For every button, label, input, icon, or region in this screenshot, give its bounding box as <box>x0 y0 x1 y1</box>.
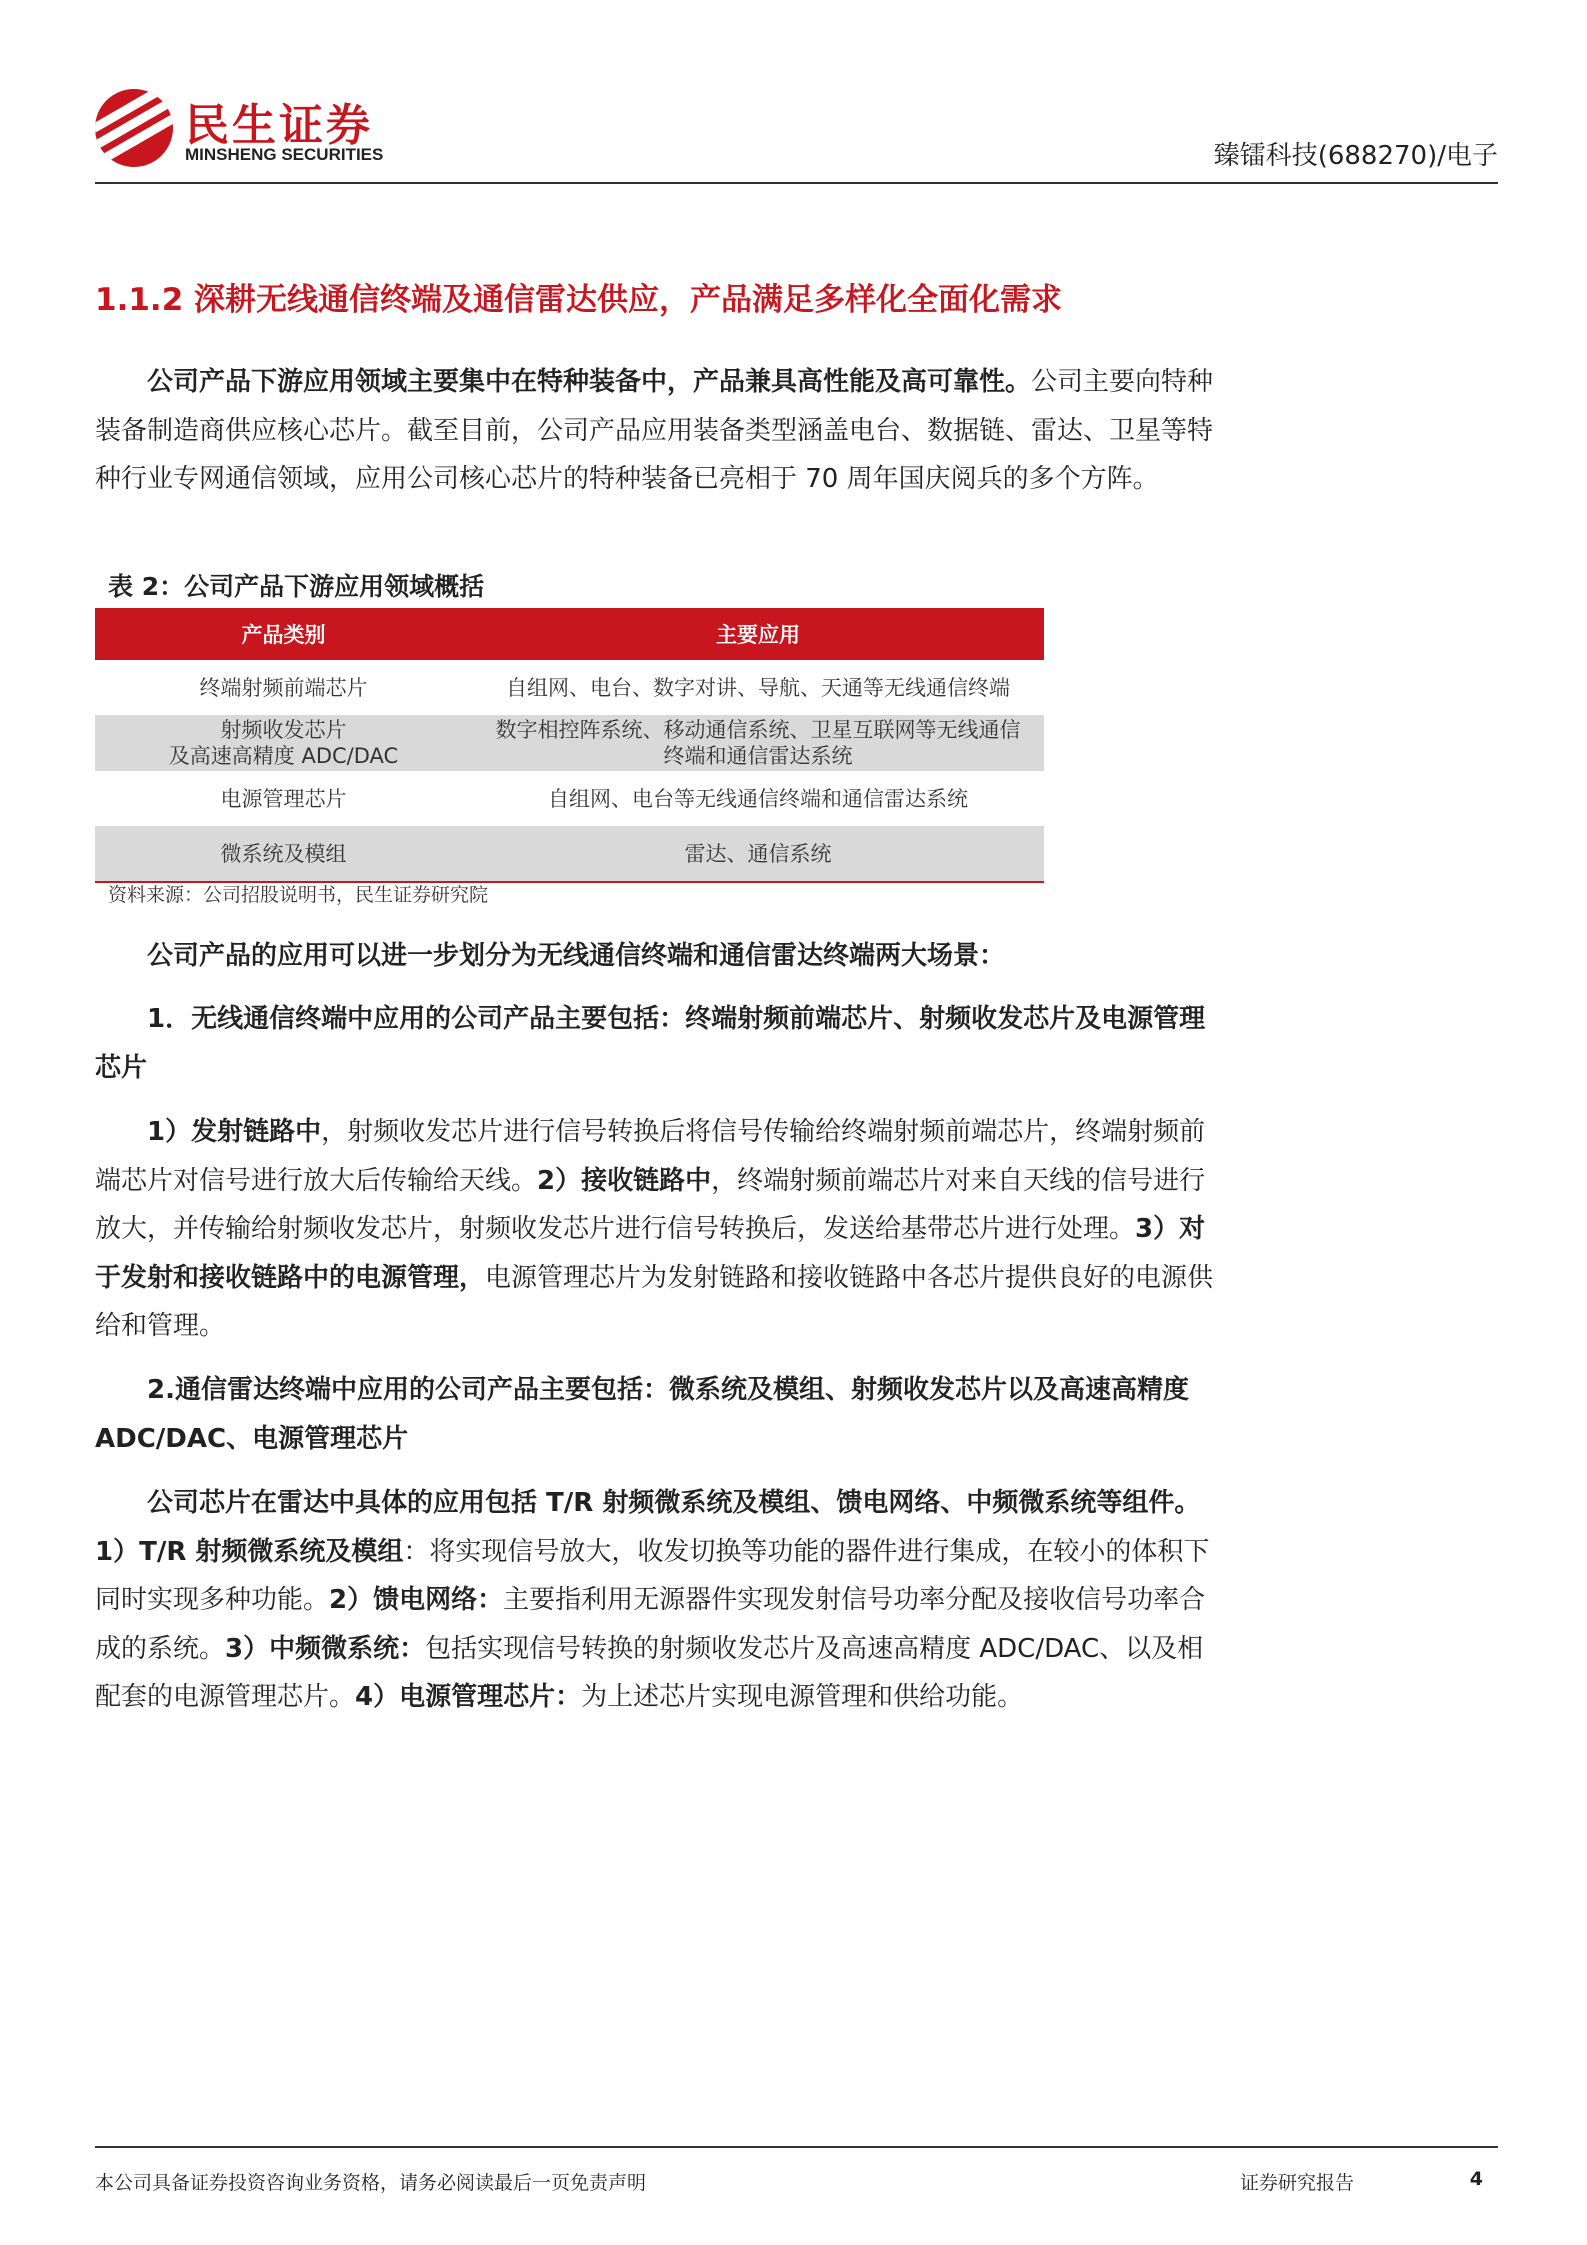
table-cell-application: 自组网、电台等无线通信终端和通信雷达系统 <box>548 786 968 811</box>
feed-network-text: 主要指利用无源器件实现发射信号功率分配及接收信号功率合成的系统。 <box>95 1585 1206 1664</box>
table-header-application: 主要应用 <box>716 623 800 647</box>
tx-chain-text: ，射频收发芯片进行信号转换后将信号传输给终端射频前端芯片，终端射频前端芯片对信号进行放大后传输给天线。 <box>95 1117 1206 1196</box>
wireless-heading-bold: 1．无线通信终端中应用的公司产品主要包括：终端射频前端芯片、射频收发芯片及电源管理芯片 <box>95 1004 1206 1083</box>
table-cell-application: 数字相控阵系统、移动通信系统、卫星互联网等无线通信 终端和通信雷达系统 <box>495 718 1021 768</box>
tr-module-bold: 1）T/R 射频微系统及模组 <box>95 1536 404 1567</box>
if-microsystem-text: 包括实现信号转换的射频收发芯片及高速高精度 ADC/DAC、以及相配套的电源管理芯片。 <box>95 1633 1204 1712</box>
radar-heading-bold: 2.通信雷达终端中应用的公司产品主要包括：微系统及模组、射频收发芯片以及高速高精度 ADC/DAC、电源管理芯片 <box>95 1375 1189 1454</box>
paragraph-intro <box>95 358 1215 504</box>
table-row <box>95 715 1044 771</box>
table-header-row <box>95 608 1044 660</box>
power-mgmt-text: 电源管理芯片为发射链路和接收链路中各芯片提供良好的电源供给和管理。 <box>95 1262 1214 1341</box>
logo-english-name: MINSHENG SECURITIES <box>185 145 384 164</box>
paragraph-radar-detail <box>95 1479 1215 1722</box>
pmic-text: 为上述芯片实现电源管理和供给功能。 <box>581 1682 1024 1712</box>
page-footer <box>95 2146 1498 2194</box>
footer-disclaimer: 本公司具备证券投资咨询业务资格，请务必阅读最后一页免责声明 <box>95 2172 647 2194</box>
paragraph-wireless-heading <box>95 995 1215 1092</box>
tr-module-text: ：将实现信号放大，收发切换等功能的器件进行集成，在较小的体积下同时实现多种功能。 <box>95 1536 1210 1615</box>
table-cell-application: 雷达、通信系统 <box>684 841 832 866</box>
footer-report-type: 证券研究报告 <box>1240 2172 1355 2194</box>
paragraph-wireless-detail <box>95 1108 1215 1351</box>
table-row <box>95 771 1044 826</box>
table-cell-category: 射频收发芯片 及高速高精度 ADC/DAC <box>168 718 399 768</box>
logo-chinese-name: 民生证券 <box>185 100 373 151</box>
page-header <box>95 85 1498 184</box>
tx-chain-bold: 1）发射链路中 <box>147 1117 322 1147</box>
pmic-bold: 4）电源管理芯片： <box>355 1682 582 1712</box>
minsheng-logo <box>95 89 395 179</box>
paragraph-scenarios <box>95 932 1215 981</box>
feed-network-bold: 2）馈电网络： <box>329 1585 504 1615</box>
rx-chain-text: ，终端射频前端芯片对来自天线的信号进行放大，并传输给射频收发芯片，射频收发芯片进行信号转换后，发送给基带芯片进行处理。 <box>95 1165 1206 1244</box>
table-caption: 表 2：公司产品下游应用领域概括 <box>108 572 485 601</box>
table-cell-category: 电源管理芯片 <box>220 786 347 811</box>
application-table <box>95 608 1044 883</box>
if-microsystem-bold: 3）中频微系统： <box>225 1633 426 1664</box>
radar-intro-bold: 公司芯片在雷达中具体的应用包括 T/R 射频微系统及模组、馈电网络、中频微系统等组件。 <box>147 1488 1201 1518</box>
table-cell-application: 自组网、电台、数字对讲、导航、天通等无线通信终端 <box>506 675 1010 700</box>
table-row <box>95 660 1044 715</box>
table-row <box>95 826 1044 881</box>
logo-emblem-icon <box>95 89 173 167</box>
section-title: 1.1.2 深耕无线通信终端及通信雷达供应，产品满足多样化全面化需求 <box>95 282 1063 318</box>
table-cell-category: 微系统及模组 <box>220 841 347 866</box>
page-number: 4 <box>1469 2168 1483 2190</box>
paragraph-radar-heading <box>95 1366 1215 1463</box>
power-mgmt-bold: 3）对于发射和接收链路中的电源管理， <box>95 1214 1206 1293</box>
stock-label: 臻镭科技(688270)/电子 <box>1213 141 1498 171</box>
scenarios-bold: 公司产品的应用可以进一步划分为无线通信终端和通信雷达终端两大场景： <box>147 941 1006 971</box>
rx-chain-bold: 2）接收链路中 <box>537 1165 712 1196</box>
intro-text: 公司主要向特种装备制造商供应核心芯片。截至目前，公司产品应用装备类型涵盖电台、数据链、雷达、卫星等特种行业专网通信领域，应用公司核心芯片的特种装备已亮相于 70 周年国庆阅兵的多个方阵。 <box>95 367 1214 494</box>
table-header-category: 产品类别 <box>241 623 326 647</box>
intro-bold: 公司产品下游应用领域主要集中在特种装备中，产品兼具高性能及高可靠性。 <box>147 367 1032 397</box>
table-cell-category: 终端射频前端芯片 <box>199 675 368 700</box>
table-source: 资料来源：公司招股说明书，民生证券研究院 <box>108 884 489 906</box>
